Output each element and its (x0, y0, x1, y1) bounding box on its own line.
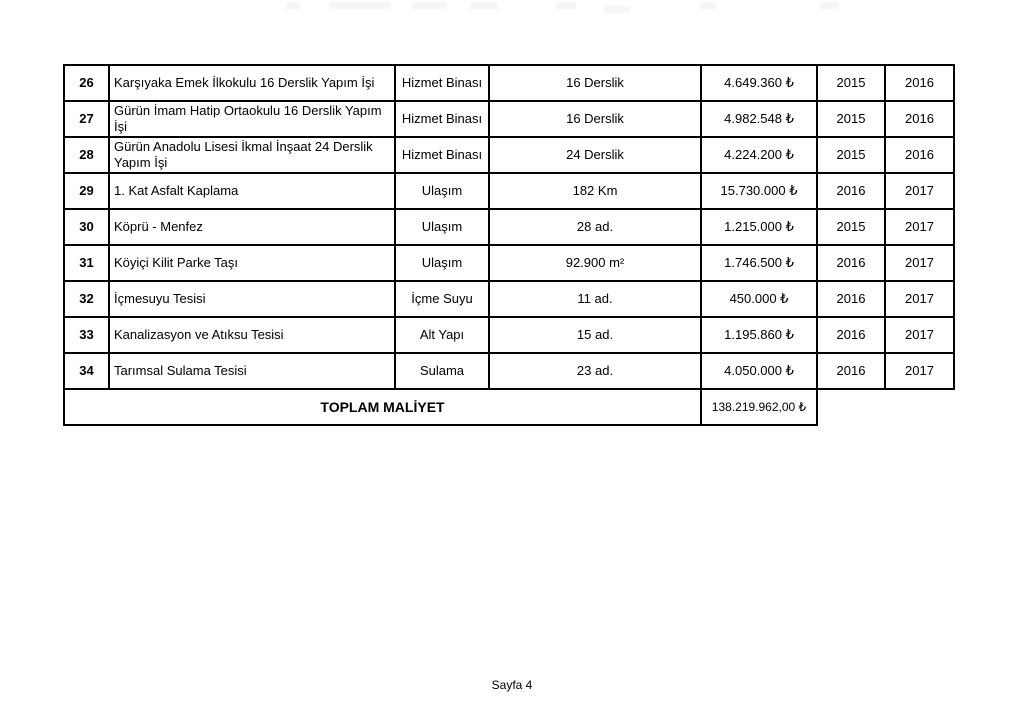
row-number-cell: 28 (64, 137, 109, 173)
table-row (64, 245, 954, 281)
table-row (64, 209, 954, 245)
quantity-cell: 28 ad. (489, 209, 701, 245)
start-year-cell: 2015 (817, 65, 885, 101)
end-year-cell: 2016 (885, 65, 954, 101)
cost-cell: 450.000 ₺ (701, 281, 817, 317)
row-number-cell: 26 (64, 65, 109, 101)
project-name-cell: Kanalizasyon ve Atıksu Tesisi (109, 317, 395, 353)
table-row (64, 173, 954, 209)
quantity-cell: 23 ad. (489, 353, 701, 389)
end-year-cell: 2017 (885, 353, 954, 389)
quantity-cell: 15 ad. (489, 317, 701, 353)
table-row (64, 353, 954, 389)
scan-artifact (330, 2, 390, 9)
empty-region (817, 389, 954, 425)
project-name-cell: 1. Kat Asfalt Kaplama (109, 173, 395, 209)
total-row (64, 389, 954, 425)
scan-artifact (556, 2, 576, 9)
row-number-cell: 33 (64, 317, 109, 353)
total-cost-cell: 138.219.962,00 ₺ (701, 389, 817, 425)
project-name-cell: Köprü - Menfez (109, 209, 395, 245)
start-year-cell: 2016 (817, 353, 885, 389)
category-cell: Hizmet Binası (395, 137, 489, 173)
quantity-cell: 182 Km (489, 173, 701, 209)
quantity-cell: 11 ad. (489, 281, 701, 317)
end-year-cell: 2016 (885, 101, 954, 137)
category-cell: Hizmet Binası (395, 101, 489, 137)
quantity-cell: 24 Derslik (489, 137, 701, 173)
projects-table (63, 64, 953, 426)
category-cell: İçme Suyu (395, 281, 489, 317)
cost-cell: 4.982.548 ₺ (701, 101, 817, 137)
end-year-cell: 2017 (885, 317, 954, 353)
category-cell: Ulaşım (395, 173, 489, 209)
end-year-cell: 2017 (885, 173, 954, 209)
scan-artifact (412, 2, 446, 9)
start-year-cell: 2015 (817, 209, 885, 245)
scan-artifact (700, 2, 716, 9)
row-number-cell: 34 (64, 353, 109, 389)
cost-cell: 4.050.000 ₺ (701, 353, 817, 389)
page-number: Sayfa 4 (491, 678, 533, 692)
row-number-cell: 31 (64, 245, 109, 281)
table-row (64, 65, 954, 101)
end-year-cell: 2017 (885, 209, 954, 245)
total-label-cell: TOPLAM MALİYET (64, 389, 701, 425)
scan-artifact (286, 2, 300, 9)
category-cell: Ulaşım (395, 245, 489, 281)
table-row (64, 101, 954, 137)
project-name-cell: İçmesuyu Tesisi (109, 281, 395, 317)
start-year-cell: 2016 (817, 281, 885, 317)
project-name-cell: Gürün Anadolu Lisesi İkmal İnşaat 24 Derslik Yapım İşi (109, 137, 395, 173)
table-row (64, 281, 954, 317)
scan-artifact (604, 6, 630, 13)
row-number-cell: 29 (64, 173, 109, 209)
cost-cell: 4.649.360 ₺ (701, 65, 817, 101)
end-year-cell: 2017 (885, 245, 954, 281)
project-name-cell: Tarımsal Sulama Tesisi (109, 353, 395, 389)
table-row (64, 137, 954, 173)
start-year-cell: 2016 (817, 245, 885, 281)
cost-cell: 1.195.860 ₺ (701, 317, 817, 353)
category-cell: Ulaşım (395, 209, 489, 245)
cost-cell: 1.215.000 ₺ (701, 209, 817, 245)
scan-artifact (820, 2, 838, 9)
project-name-cell: Köyiçi Kilit Parke Taşı (109, 245, 395, 281)
cost-cell: 15.730.000 ₺ (701, 173, 817, 209)
cost-cell: 1.746.500 ₺ (701, 245, 817, 281)
end-year-cell: 2016 (885, 137, 954, 173)
row-number-cell: 27 (64, 101, 109, 137)
table-row (64, 317, 954, 353)
quantity-cell: 16 Derslik (489, 101, 701, 137)
row-number-cell: 32 (64, 281, 109, 317)
project-name-cell: Gürün İmam Hatip Ortaokulu 16 Derslik Yapım İşi (109, 101, 395, 137)
scan-artifact (470, 2, 498, 9)
end-year-cell: 2017 (885, 281, 954, 317)
row-number-cell: 30 (64, 209, 109, 245)
quantity-cell: 16 Derslik (489, 65, 701, 101)
quantity-cell: 92.900 m² (489, 245, 701, 281)
start-year-cell: 2016 (817, 317, 885, 353)
category-cell: Hizmet Binası (395, 65, 489, 101)
cost-cell: 4.224.200 ₺ (701, 137, 817, 173)
category-cell: Alt Yapı (395, 317, 489, 353)
category-cell: Sulama (395, 353, 489, 389)
project-name-cell: Karşıyaka Emek İlkokulu 16 Derslik Yapım İşi (109, 65, 395, 101)
start-year-cell: 2016 (817, 173, 885, 209)
start-year-cell: 2015 (817, 137, 885, 173)
start-year-cell: 2015 (817, 101, 885, 137)
